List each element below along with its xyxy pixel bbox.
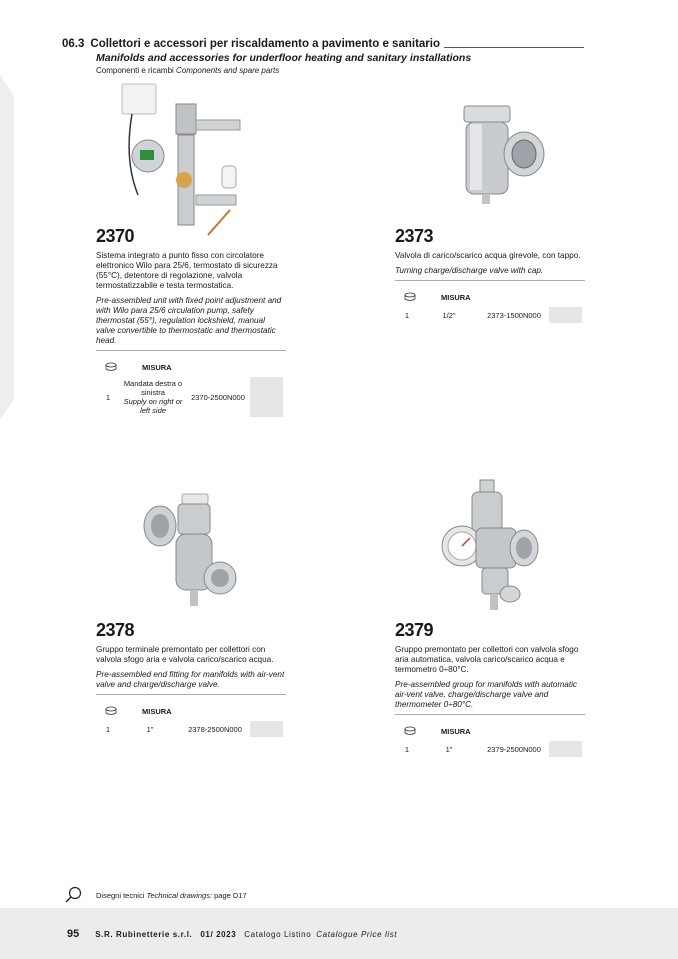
product-image-2379 <box>436 476 546 616</box>
product-2379 <box>395 620 585 757</box>
side-tab <box>0 75 14 420</box>
product-2373 <box>395 226 585 323</box>
qty: 1 <box>404 744 410 754</box>
description-it: Gruppo terminale premontato per collettori con valvola sfogo aria e valvola carico/scarico acqua. <box>96 645 274 664</box>
page-number: 95 <box>67 928 80 940</box>
page-footer <box>0 908 678 959</box>
size-table <box>395 725 585 757</box>
qty: 1 <box>105 724 111 734</box>
divider <box>96 350 286 351</box>
size-table <box>96 705 286 737</box>
description-en: Pre-assembled group for manifolds with automatic air-vent valve, charge/discharge valve and thermometer 0÷80°C. <box>395 680 578 709</box>
article-code: 2379-2500N000 <box>487 744 541 754</box>
table-header-misura: MISURA <box>142 706 172 716</box>
company-name: S.R. Rubinetterie s.r.l. <box>95 930 193 939</box>
magnifier-icon[interactable] <box>64 886 82 904</box>
description-it: Sistema integrato a punto fisso con circolatore elettronico Wilo para 25/6, termostato di sicurezza (55°C), detentore di regolazione, valvola termostatizzabile e testa termostatica. <box>96 251 278 290</box>
size: 1" <box>146 724 154 734</box>
qty: 1 <box>105 392 111 402</box>
article-code: 2373-1500N000 <box>487 310 541 320</box>
product-image-2370 <box>118 80 258 240</box>
section-title: Collettori e accessori per riscaldamento a pavimento e sanitario <box>90 38 440 50</box>
divider <box>395 280 585 281</box>
subheading-it: Componenti e ricambi <box>96 66 174 75</box>
footnote-ref[interactable]: page D17 <box>214 890 247 900</box>
description-en: Pre-assembled end fitting for manifolds with air-vent valve and charge/discharge valve. <box>96 670 285 689</box>
catalog-en: Catalogue Price list <box>316 930 398 939</box>
header-rule <box>444 47 584 48</box>
section-header <box>62 38 584 75</box>
description-it: Valvola di carico/scarico acqua girevole, con tappo. <box>395 251 581 260</box>
table-row <box>395 741 585 757</box>
size-table <box>395 291 585 323</box>
article-code: 2370-2500N000 <box>191 392 245 402</box>
table-header-misura: MISURA <box>441 726 471 736</box>
product-2378 <box>96 620 286 737</box>
price-cell <box>250 721 283 737</box>
table-row <box>96 721 286 737</box>
article-code: 2378-2500N000 <box>188 724 242 734</box>
description-it: Gruppo premontato per collettori con valvola sfogo aria automatica, valvola carico/scarico acqua e termometro 0÷80°C. <box>395 645 579 674</box>
size: 1/2" <box>442 310 456 320</box>
product-code: 2378 <box>96 620 134 640</box>
size-icon <box>403 726 417 736</box>
section-subtitle: Manifolds and accessories for underfloor heating and sanitary installations <box>96 52 472 64</box>
size: 1" <box>445 744 453 754</box>
size-icon <box>403 292 417 302</box>
price-cell <box>250 377 283 417</box>
product-code: 2373 <box>395 226 433 246</box>
description-en: Pre-assembled unit with fixed point adjustment and with Wilo para 25/6 circulation pump, safety thermostat (55°), regulation lockshield, manual valve convertible to thermostatic and thermostatic head. <box>96 296 282 345</box>
catalog-it: Catalogo Listino <box>244 930 312 939</box>
footnote-it: Disegni tecnici <box>96 890 145 900</box>
subheading-en: Components and spare parts <box>176 66 280 75</box>
qty: 1 <box>404 310 410 320</box>
price-cell <box>549 741 582 757</box>
price-cell <box>549 307 582 323</box>
table-header-misura: MISURA <box>142 362 172 372</box>
description-en: Turning charge/discharge valve with cap. <box>395 266 544 275</box>
product-code: 2370 <box>96 226 134 246</box>
product-2370 <box>96 226 286 417</box>
table-row <box>96 377 286 417</box>
product-image-2373 <box>452 100 552 210</box>
table-row <box>395 307 585 323</box>
product-image-2378 <box>140 490 240 610</box>
size-icon <box>104 706 118 716</box>
divider <box>395 714 585 715</box>
size-icon <box>104 362 118 372</box>
edition: 01/ 2023 <box>200 930 237 939</box>
technical-drawings-note <box>64 886 247 904</box>
divider <box>96 694 286 695</box>
footnote-en: Technical drawings: <box>146 890 213 900</box>
product-code: 2379 <box>395 620 433 640</box>
section-number: 06.3 <box>62 38 85 50</box>
size: Mandata destra o sinistra Supply on right or left side <box>123 379 183 415</box>
size-table <box>96 361 286 417</box>
section-subheading <box>96 66 584 75</box>
table-header-misura: MISURA <box>441 292 471 302</box>
